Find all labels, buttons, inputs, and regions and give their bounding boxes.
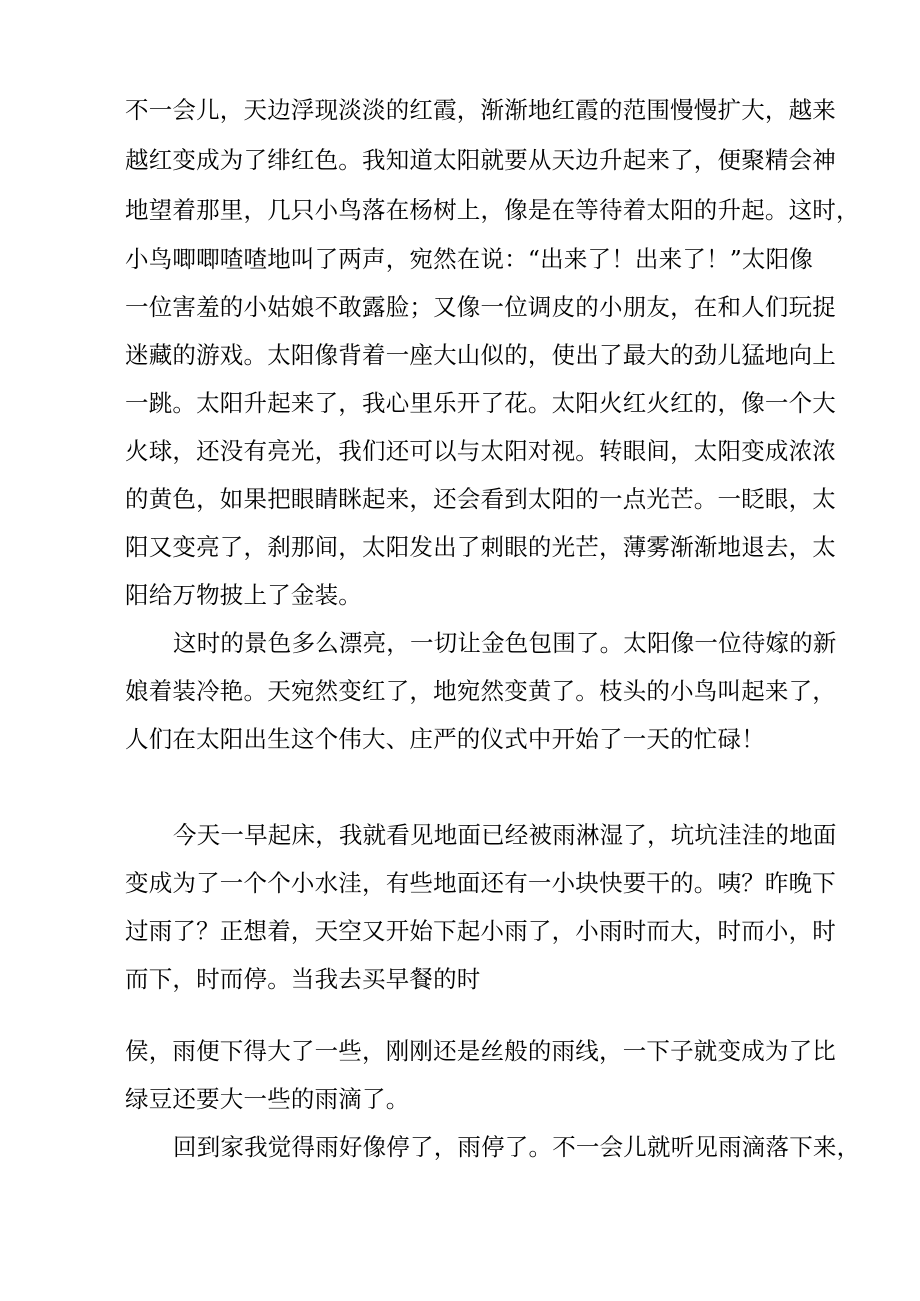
text-line: 而下，时而停。当我去买早餐的时 <box>125 965 481 993</box>
text-line: 地望着那里，几只小鸟落在杨树上，像是在等待着太阳的升起。这时， <box>125 196 860 224</box>
text-line: 一跳。太阳升起来了，我心里乐开了花。太阳火红火红的，像一个大 <box>125 389 836 417</box>
text-line: 的黄色，如果把眼睛眯起来，还会看到太阳的一点光芒。一眨眼，太 <box>125 485 836 513</box>
text-line: 今天一早起床，我就看见地面已经被雨淋湿了，坑坑洼洼的地面 <box>173 821 837 849</box>
text-line: 变成为了一个个小水洼，有些地面还有一小块快要干的。咦？昨晚下 <box>125 869 836 897</box>
text-line: 绿豆还要大一些的雨滴了。 <box>125 1085 410 1113</box>
text-line: 侯，雨便下得大了一些，刚刚还是丝般的雨线，一下子就变成为了比 <box>125 1037 836 1065</box>
text-line: 阳给万物披上了金装。 <box>125 581 362 609</box>
text-line: 阳又变亮了，刹那间，太阳发出了刺眼的光芒，薄雾渐渐地退去，太 <box>125 533 836 561</box>
text-line: 这时的景色多么漂亮，一切让金色包围了。太阳像一位待嫁的新 <box>173 629 837 657</box>
text-line: 迷藏的游戏。太阳像背着一座大山似的，使出了最大的劲儿猛地向上 <box>125 341 836 369</box>
text-line: 越红变成为了绯红色。我知道太阳就要从天边升起来了，便聚精会神 <box>125 146 836 174</box>
text-line: 娘着装冷艳。天宛然变红了，地宛然变黄了。枝头的小鸟叫起来了， <box>125 677 836 705</box>
text-line: 不一会儿，天边浮现淡淡的红霞，渐渐地红霞的范围慢慢扩大，越来 <box>125 96 836 124</box>
text-line: 一位害羞的小姑娘不敢露脸；又像一位调皮的小朋友，在和人们玩捉 <box>125 293 836 321</box>
text-line: 过雨了？正想着，天空又开始下起小雨了，小雨时而大，时而小，时 <box>125 917 836 945</box>
text-line: 人们在太阳出生这个伟大、庄严的仪式中开始了一天的忙碌！ <box>125 725 765 753</box>
text-line: 回到家我觉得雨好像停了，雨停了。不一会儿就听见雨滴落下来， <box>173 1133 861 1161</box>
text-line: 小鸟唧唧喳喳地叫了两声，宛然在说：“出来了！出来了！”太阳像 <box>125 245 814 273</box>
text-line: 火球，还没有亮光，我们还可以与太阳对视。转眼间，太阳变成浓浓 <box>125 437 836 465</box>
